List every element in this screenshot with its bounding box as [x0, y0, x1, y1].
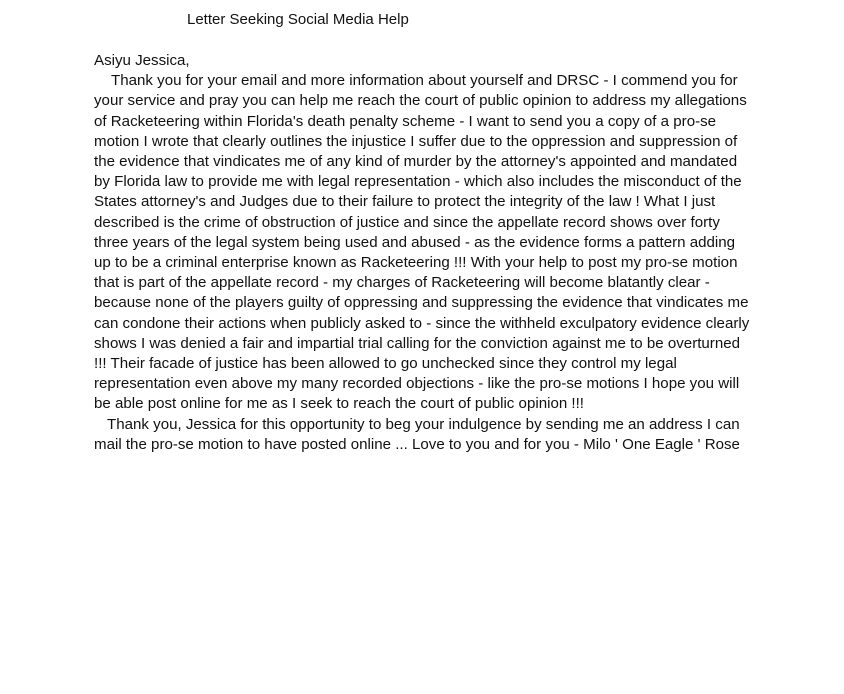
letter-body [94, 51, 754, 455]
letter-greeting: Asiyu Jessica, [94, 52, 190, 69]
letter-paragraph-main: Thank you for your email and more information about yourself and DRSC - I commend you for your service and pray you can help me reach the court of public opinion to address my allegations of Racketeering within Florida's death penalty scheme - I want to send you a copy of a pro-se motion I wrote that clearly outlines the injustice I suffer due to the oppression and suppression of the evidence that vindicates me of any kind of murder by the attorney's appointed and mandated by Florida law to provide me with legal representation - which also includes the misconduct of the States attorney's and Judges due to their failure to protect the integrity of the law ! What I just described is the crime of obstruction of justice and since the appellate record shows over forty three years of the legal system being used and abused - as the evidence forms a pattern adding up to be a criminal enterprise known as Racketeering !!! With your help to post my pro-se motion that is part of the appellate record - my charges of Racketeering will become blatantly clear - because none of the players guilty of oppressing and suppressing the evidence that vindicates me can condone their actions when publicly asked to - since the withheld exculpatory evidence clearly shows I was denied a fair and impartial trial calling for the conviction against me to be overturned !!! Their facade of justice has been allowed to go unchecked since they control my legal representation even above my many recorded objections - like the pro-se motions I hope you will be able post online for me as I seek to reach the court of public opinion !!! [94, 72, 750, 413]
letter-paragraph-closing: Thank you, Jessica for this opportunity to beg your indulgence by sending me an address I can mail the pro-se motion to have posted online ... Love to you and for you - Milo ' One Eagle ' Rose [94, 415, 740, 453]
document-title: Letter Seeking Social Media Help [187, 11, 409, 28]
